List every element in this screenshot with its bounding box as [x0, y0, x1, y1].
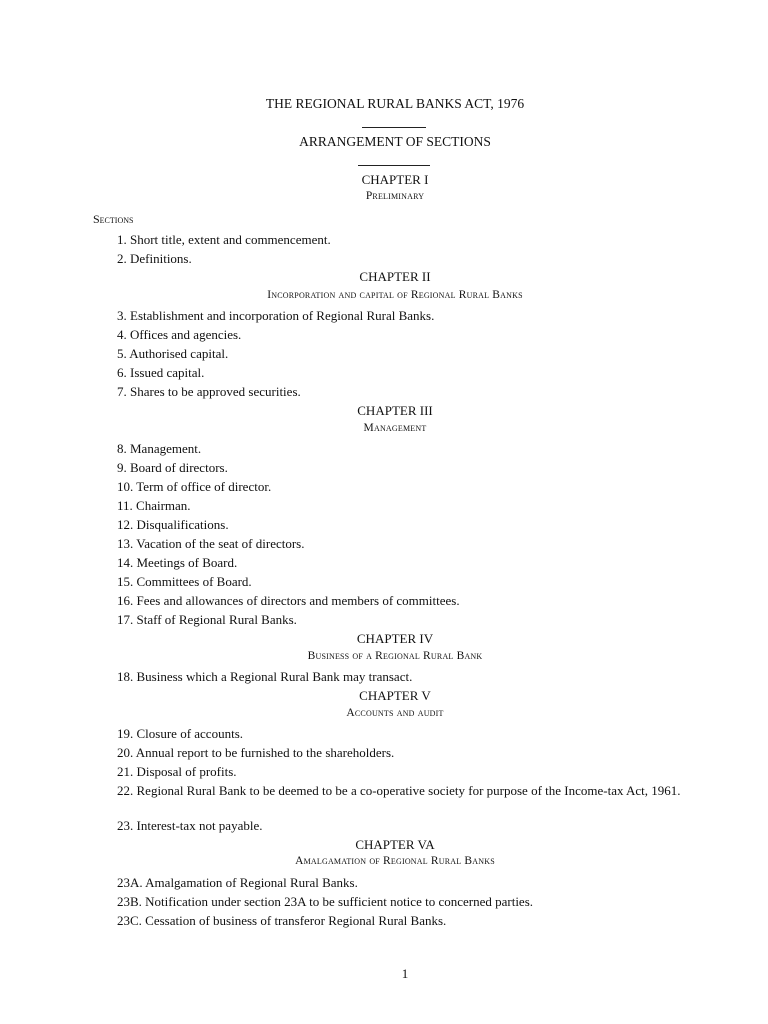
list-item: 14. Meetings of Board.: [117, 555, 238, 570]
list-item: 5. Authorised capital.: [117, 346, 229, 361]
document-title: THE REGIONAL RURAL BANKS ACT, 1976: [265, 96, 525, 111]
title-divider: [362, 127, 426, 128]
chapter-subheading: Amalgamation of Regional Rural Banks: [295, 855, 495, 867]
list-item: 8. Management.: [117, 441, 202, 456]
list-item: 6. Issued capital.: [117, 365, 205, 380]
chapter-heading: CHAPTER III: [357, 403, 433, 418]
chapter-subheading: Business of a Regional Rural Bank: [307, 650, 483, 662]
chapter-heading: CHAPTER IV: [356, 631, 434, 646]
list-item: 16. Fees and allowances of directors and members of committees.: [117, 593, 460, 608]
chapter-heading: CHAPTER I: [361, 172, 429, 187]
chapter-subheading: Accounts and audit: [346, 707, 444, 719]
list-item: 18. Business which a Regional Rural Bank may transact.: [117, 669, 413, 684]
list-item: 15. Committees of Board.: [117, 574, 252, 589]
list-item: 23A. Amalgamation of Regional Rural Banks.: [117, 875, 358, 890]
chapter-heading: CHAPTER V: [359, 688, 431, 703]
list-item: 19. Closure of accounts.: [117, 726, 244, 741]
list-item: 3. Establishment and incorporation of Regional Rural Banks.: [117, 308, 435, 323]
chapter-subheading: Incorporation and capital of Regional Rural Banks: [267, 289, 523, 301]
chapter-subheading: Management: [363, 422, 427, 434]
page-number: 1: [401, 966, 409, 981]
list-item: 23. Interest-tax not payable.: [117, 818, 263, 833]
list-item: 7. Shares to be approved securities.: [117, 384, 301, 399]
chapter-subheading: Preliminary: [365, 190, 425, 202]
list-item: 23C. Cessation of business of transferor Regional Rural Banks.: [117, 913, 447, 928]
list-item: 10. Term of office of director.: [117, 479, 272, 494]
list-item: 2. Definitions.: [117, 251, 192, 266]
subtitle-divider: [358, 165, 430, 166]
document-subtitle: ARRANGEMENT OF SECTIONS: [299, 134, 491, 149]
sections-label: Sections: [93, 212, 134, 226]
list-item: 23B. Notification under section 23A to be sufficient notice to concerned parties.: [117, 894, 534, 909]
list-item: 17. Staff of Regional Rural Banks.: [117, 612, 297, 627]
list-item: 13. Vacation of the seat of directors.: [117, 536, 305, 551]
list-item: 12. Disqualifications.: [117, 517, 229, 532]
list-item: 21. Disposal of profits.: [117, 764, 237, 779]
list-item: 22. Regional Rural Bank to be deemed to be a co-operative society for purpose of the Income-tax Act, 1961.: [117, 783, 681, 798]
list-item: 20. Annual report to be furnished to the shareholders.: [117, 745, 395, 760]
list-item: 4. Offices and agencies.: [117, 327, 242, 342]
list-item: 9. Board of directors.: [117, 460, 228, 475]
chapter-heading: CHAPTER VA: [355, 837, 435, 852]
list-item: 1. Short title, extent and commencement.: [117, 232, 331, 247]
list-item: 11. Chairman.: [117, 498, 191, 513]
chapter-heading: CHAPTER II: [359, 269, 431, 284]
